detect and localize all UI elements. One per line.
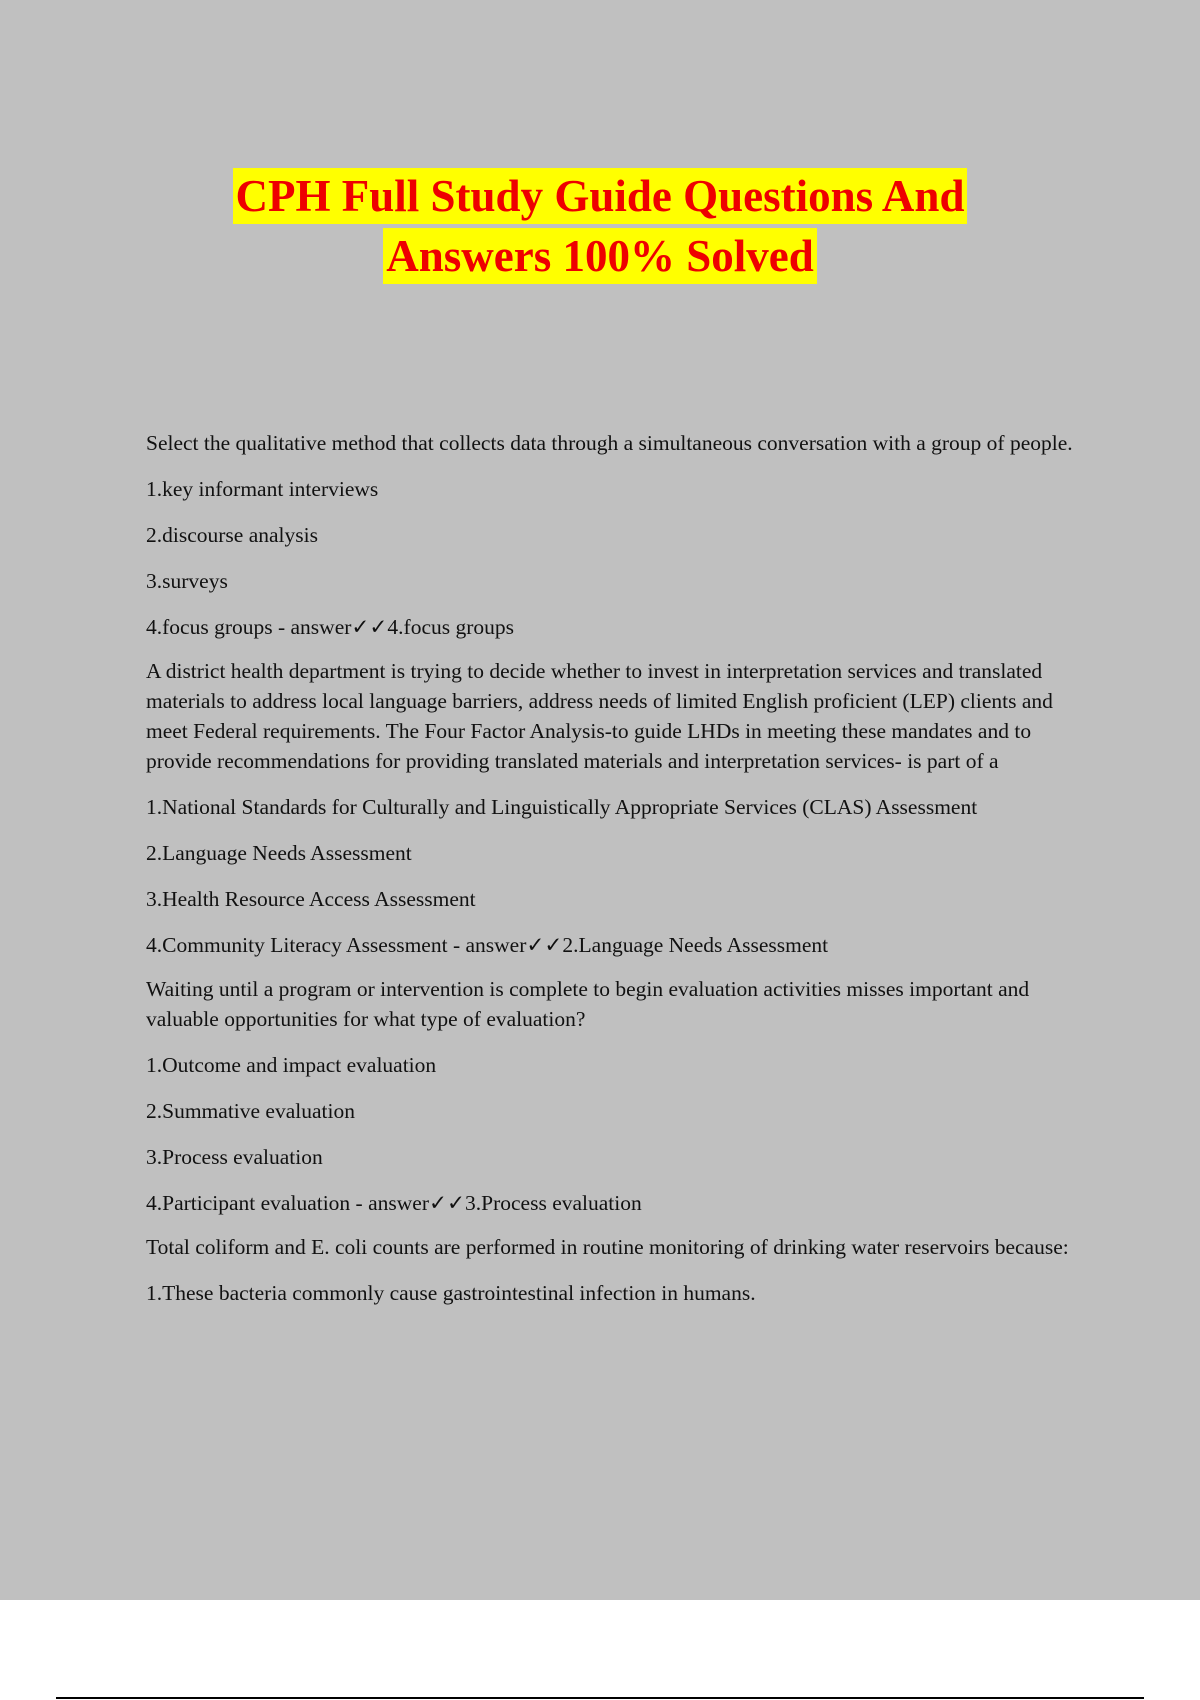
document-title	[0, 168, 1200, 284]
question-prompt: Total coliform and E. coli counts are performed in routine monitoring of drinking water reservoirs because:	[146, 1235, 1069, 1259]
answer-option: 1.National Standards for Culturally and Linguistically Appropriate Services (CLAS) Assessment	[146, 795, 978, 819]
question-prompt: Waiting until a program or intervention is complete to begin evaluation activities misses important and valuable opportunities for what type of evaluation?	[146, 977, 1030, 1031]
answer-option: 1.Outcome and impact evaluation	[146, 1053, 437, 1077]
footer-divider	[56, 1697, 1144, 1699]
title-line-1: CPH Full Study Guide Questions And	[233, 168, 968, 224]
answer-option: 2.Language Needs Assessment	[146, 841, 412, 865]
question-prompt: A district health department is trying to decide whether to invest in interpretation services and translated materials to address local language barriers, address needs of limited English proficient (LEP) clients and meet Federal requirements. The Four Factor Analysis-to guide LHDs in meeting these mandates and to provide recommendations for providing translated materials and interpretation services- is part of a	[146, 659, 1053, 773]
answer-option: 2.discourse analysis	[146, 523, 318, 547]
answer-option: 3.surveys	[146, 569, 228, 593]
answer-option: 2.Summative evaluation	[146, 1099, 355, 1123]
answer-option-with-key: 4.focus groups - answer✓✓4.focus groups	[146, 615, 515, 639]
title-line-2: Answers 100% Solved	[383, 228, 817, 284]
answer-option-with-key: 4.Community Literacy Assessment - answer✓✓2.Language Needs Assessment	[146, 933, 829, 957]
answer-option: 1.These bacteria commonly cause gastrointestinal infection in humans.	[146, 1281, 756, 1305]
document-body	[146, 428, 1096, 1324]
answer-option: 3.Health Resource Access Assessment	[146, 887, 476, 911]
question-prompt: Select the qualitative method that collects data through a simultaneous conversation with a group of people.	[146, 431, 1073, 455]
answer-option: 1.key informant interviews	[146, 477, 379, 501]
answer-option-with-key: 4.Participant evaluation - answer✓✓3.Process evaluation	[146, 1191, 642, 1215]
answer-option: 3.Process evaluation	[146, 1145, 323, 1169]
